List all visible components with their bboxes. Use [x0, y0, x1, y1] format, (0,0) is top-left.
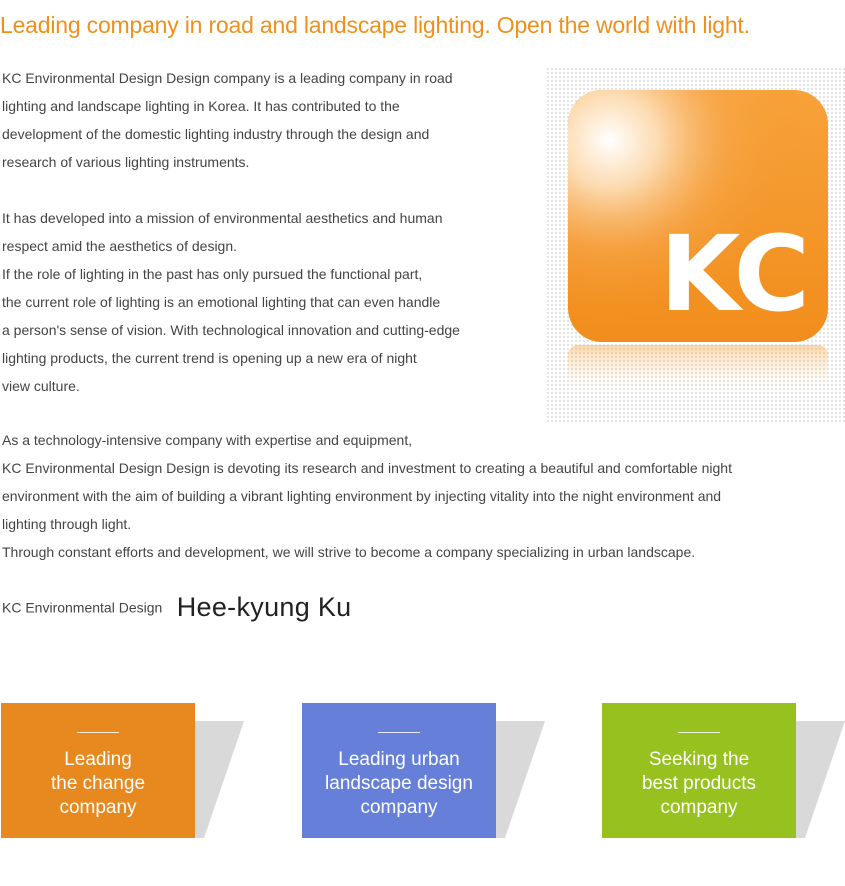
- logo-text: KC: [659, 213, 808, 335]
- card-divider: [378, 732, 420, 733]
- body-line: environment with the aim of building a vibrant lighting environment by injecting vitality into the night environment and: [2, 488, 722, 504]
- intro-line: research of various lighting instruments.: [2, 154, 250, 170]
- card-divider: [678, 732, 720, 733]
- intro-line: respect amid the aesthetics of design.: [2, 238, 238, 254]
- card-label: Leading urban landscape design company: [325, 749, 473, 818]
- paragraph-gap: [2, 176, 522, 204]
- intro-line: lighting and landscape lighting in Korea. It has contributed to the: [2, 98, 400, 114]
- intro-line: If the role of lighting in the past has only pursued the functional part,: [2, 266, 423, 282]
- intro-line: the current role of lighting is an emotional lighting that can even handle: [2, 294, 441, 310]
- intro-line: a person's sense of vision. With technological innovation and cutting-edge: [2, 322, 460, 338]
- value-card-change: [1, 703, 246, 838]
- intro-line: view culture.: [2, 378, 80, 394]
- card-box: [602, 703, 796, 838]
- body-line: KC Environmental Design Design is devoting its research and investment to creating a beautiful and comfortable night: [2, 460, 732, 476]
- value-card-best-products: [602, 703, 845, 838]
- kc-logo-panel: [546, 67, 845, 422]
- card-label: Leading the change company: [50, 749, 146, 818]
- intro-line: It has developed into a mission of environmental aesthetics and human: [2, 210, 443, 226]
- intro-line: KC Environmental Design Design company is a leading company in road: [2, 70, 453, 86]
- body-text: [2, 426, 845, 566]
- intro-line: development of the domestic lighting industry through the design and: [2, 126, 430, 142]
- intro-text: [2, 64, 522, 400]
- signature-company: KC Environmental Design: [2, 599, 163, 616]
- signature: [2, 592, 351, 623]
- body-line: As a technology-intensive company with expertise and equipment,: [2, 432, 413, 448]
- card-box: [1, 703, 195, 838]
- card-divider: [77, 732, 119, 733]
- page-headline: Leading company in road and landscape lighting. Open the world with light.: [0, 12, 750, 38]
- signature-name: Hee-kyung Ku: [176, 592, 352, 622]
- body-line: Through constant efforts and development, we will strive to become a company specializing in urban landscape.: [2, 544, 696, 560]
- logo-reflection: [568, 345, 828, 397]
- body-line: lighting through light.: [2, 516, 132, 532]
- card-box: [302, 703, 496, 838]
- value-card-urban-design: [302, 703, 547, 838]
- kc-logo-icon: [546, 67, 845, 422]
- card-label: Seeking the best products company: [641, 749, 757, 818]
- intro-line: lighting products, the current trend is opening up a new era of night: [2, 350, 417, 366]
